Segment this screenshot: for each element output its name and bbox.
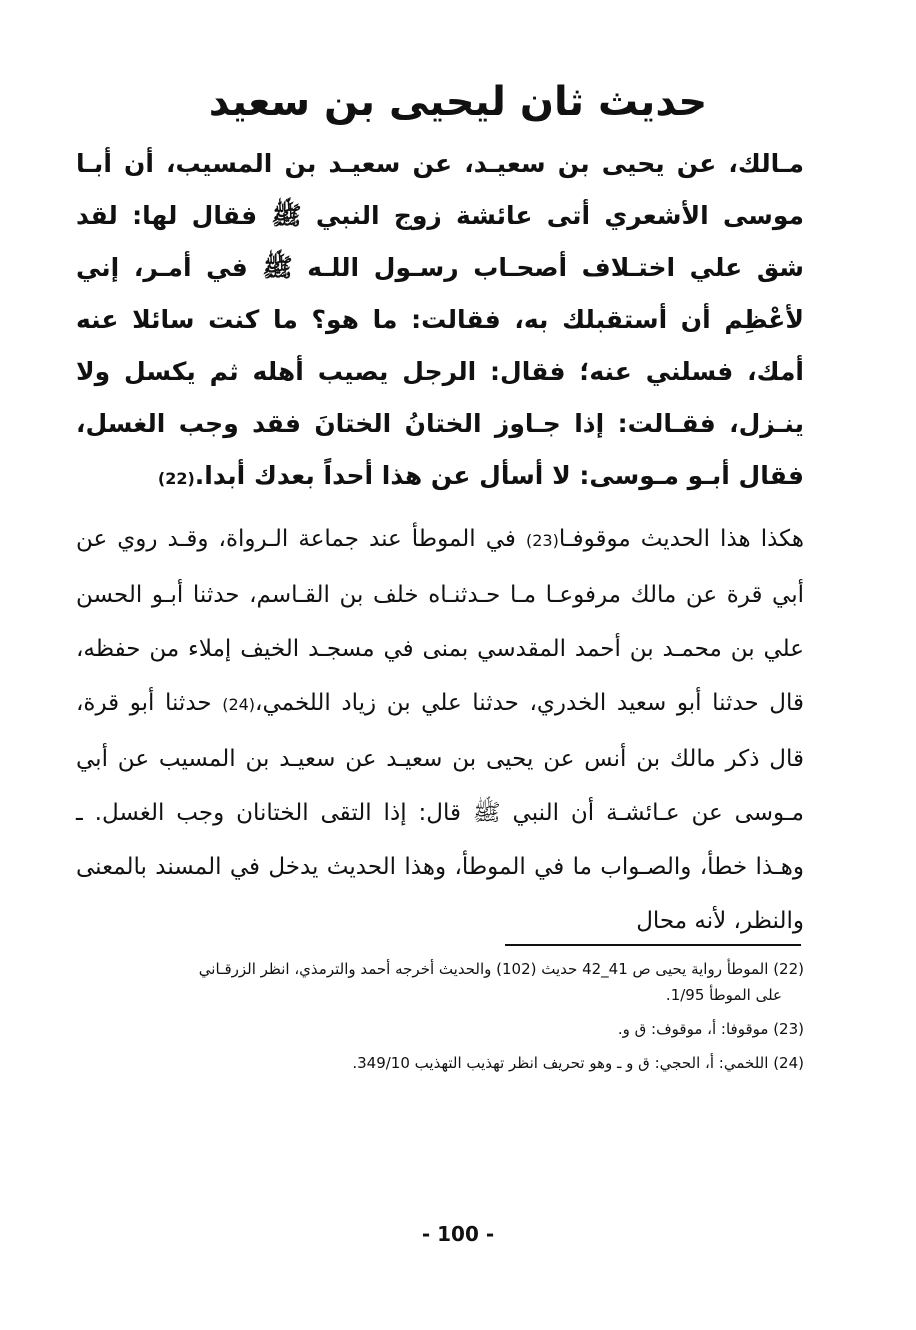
footnote-23	[76, 1016, 804, 1042]
footnote-number: (22)	[773, 960, 804, 978]
page-title: حديث ثان ليحيى بن سعيد	[208, 79, 708, 125]
footnote-continuation: على الموطأ 1/95.	[665, 986, 782, 1004]
footnotes	[76, 956, 804, 1084]
footnote-number: (24)	[773, 1054, 804, 1072]
footnote-text: الموطأ رواية يحيى ص 41_42 حديث (102) والحديث أخرجه أحمد والترمذي، انظر الزرقـاني	[198, 960, 769, 978]
commentary-paragraph	[76, 512, 804, 948]
hadith-text: مـالك، عن يحيى بن سعيـد، عن سعيـد بن المسيب، أن أبـا موسى الأشعري أتى عائشة زوج النبي ﷺ فقال لها: لقد شق علي اختـلاف أصحـاب رسـول اللـه ﷺ في أمـر، إني لأعْظِم أن أستقبلك به، فقالت: ما هو؟ ما كنت سائلا عنه أمك، فسلني عنه؛ فقال: الرجل يصيب أهله ثم يكسل ولا ينـزل، فقـالت: إذا جـاوز الختانُ الختانَ فقد وجب الغسل، فقال أبـو مـوسى: لا أسأل عن هذا أحداً بعدك أبدا.	[76, 149, 804, 490]
footnote-divider	[505, 944, 801, 946]
footnote-text: موقوفا: أ، موقوف: ق و.	[617, 1020, 769, 1038]
commentary-text-part3: حدثنا أبو قرة، قال ذكر مالك بن أنس عن يحيى بن سعيـد عن سعيـد بن المسيب عن أبي مـوسى عن عـائشـة أن النبي ﷺ قال: إذا التقى الختانان وجب الغسل. ـ وهـذا خطأ، والصـواب ما في الموطأ، وهذا الحديث يدخل في المسند بالمعنى والنظر، لأنه محال	[76, 690, 804, 934]
footnote-text: اللخمي: أ، الحجي: ق و ـ وهو تحريف انظر تهذيب التهذيب 349/10.	[352, 1054, 769, 1072]
footnote-ref-23: (23)	[525, 531, 559, 550]
commentary-text-part1: هكذا هذا الحديث موقوفـا	[558, 526, 804, 552]
footnote-ref-22: (22)	[157, 469, 195, 488]
page-number: - 100 -	[421, 1222, 495, 1246]
footnote-24	[76, 1050, 804, 1076]
footnote-number: (23)	[773, 1020, 804, 1038]
footnote-22	[76, 956, 804, 1008]
commentary-text-part2: في الموطأ عند جماعة الـرواة، وقـد روي عن أبي قرة عن مالك مرفوعـا مـا حـدثنـاه خلف بن القـاسم، حدثنا أبـو الحسن علي بن محمـد بن أحمد المقدسي بمنى في مسجـد الخيف إملاء من حفظه، قال حدثنا أبو سعيد الخدري، حدثنا علي بن زياد اللخمي،	[76, 526, 805, 716]
footnote-ref-24: (24)	[222, 695, 256, 714]
hadith-paragraph	[76, 138, 804, 505]
